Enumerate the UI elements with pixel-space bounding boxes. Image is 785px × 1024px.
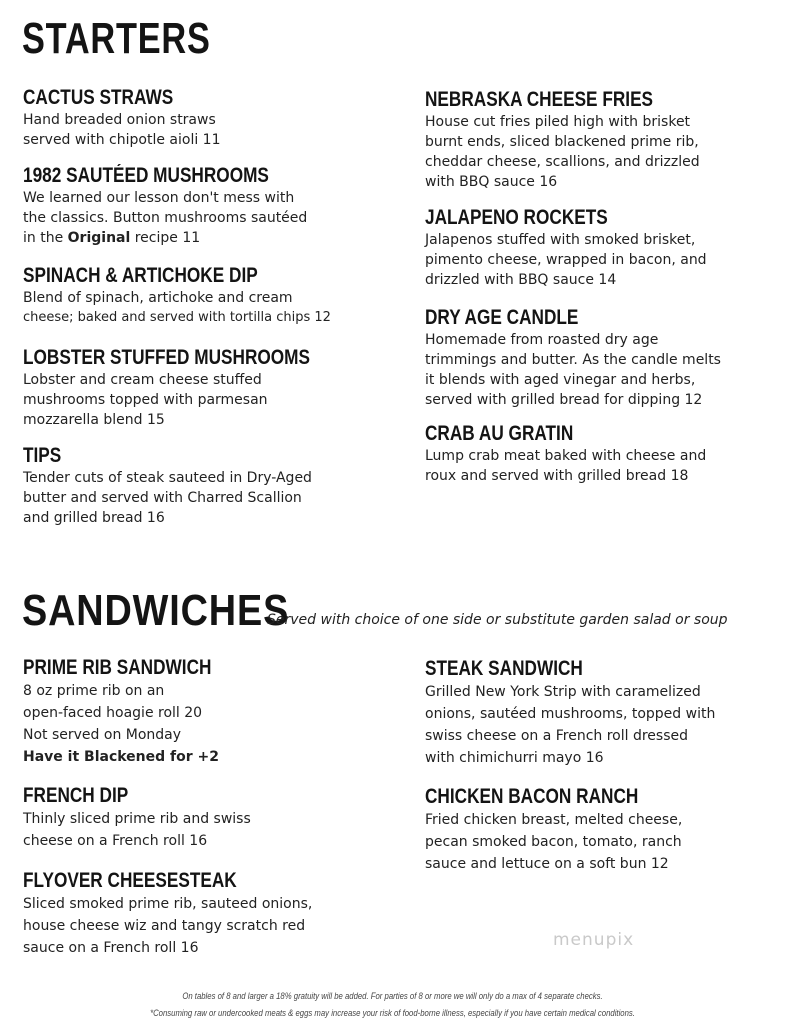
item-description-line: Not served on Monday — [23, 727, 182, 743]
item-description-line: Grilled New York Strip with caramelized — [425, 684, 701, 700]
item-name: LOBSTER STUFFED MUSHROOMS — [23, 346, 310, 369]
menu-item-flyover-cheesesteak — [23, 869, 312, 959]
item-description-line: Lump crab meat baked with cheese and — [425, 448, 707, 464]
text-segment: recipe 11 — [130, 230, 201, 246]
item-name: 1982 SAUTÉED MUSHROOMS — [23, 164, 269, 187]
item-description-line: Hand breaded onion straws — [23, 112, 216, 128]
item-description-line: pecan smoked bacon, tomato, ranch — [425, 834, 682, 850]
item-description-line: 8 oz prime rib on an — [23, 683, 165, 699]
item-description-line: served with grilled bread for dipping 12 — [425, 392, 703, 408]
menu-item-lobster-stuffed-mushrooms — [23, 346, 373, 430]
item-description-line: Sliced smoked prime rib, sauteed onions, — [23, 896, 313, 912]
item-name: SPINACH & ARTICHOKE DIP — [23, 264, 258, 287]
item-description-line: butter and served with Charred Scallion — [23, 490, 302, 506]
menu-item-cactus-straws — [23, 86, 220, 150]
item-description-line: sauce and lettuce on a soft bun 12 — [425, 856, 669, 872]
item-name: JALAPENO ROCKETS — [425, 206, 608, 229]
item-description-line: pimento cheese, wrapped in bacon, and — [425, 252, 707, 268]
item-description-line: house cheese wiz and tangy scratch red — [23, 918, 306, 934]
menupix-watermark: menupix — [553, 930, 635, 950]
menu-item-nebraska-cheese-fries — [425, 88, 703, 192]
menu-item-steak-sandwich — [425, 657, 715, 769]
item-name: FLYOVER CHEESESTEAK — [23, 869, 237, 892]
starters-heading: STARTERS — [22, 14, 211, 63]
item-description-line: open-faced hoagie roll 20 — [23, 705, 203, 721]
item-description-line: mozzarella blend 15 — [23, 412, 165, 428]
item-description-line: House cut fries piled high with brisket — [425, 114, 691, 130]
menu-item-spinach-artichoke-dip — [23, 264, 331, 328]
item-description-line: served with chipotle aioli 11 — [23, 132, 221, 148]
item-description-line: Jalapenos stuffed with smoked brisket, — [425, 232, 696, 248]
item-description-line: with BBQ sauce 16 — [425, 174, 558, 190]
item-name: CRAB AU GRATIN — [425, 422, 574, 445]
item-description-line: sauce on a French roll 16 — [23, 940, 199, 956]
item-description-line: the classics. Button mushrooms sautéed — [23, 210, 308, 226]
item-description-line: cheddar cheese, scallions, and drizzled — [425, 154, 700, 170]
item-description-line: Thinly sliced prime rib and swiss — [23, 811, 251, 827]
item-description-line: it blends with aged vinegar and herbs, — [425, 372, 696, 388]
item-description-line: Tender cuts of steak sauteed in Dry-Aged — [23, 470, 312, 486]
item-name: FRENCH DIP — [23, 784, 129, 807]
menu-item-tips — [23, 444, 312, 528]
original-recipe-emphasis: Original — [67, 230, 131, 246]
item-description-line: and grilled bread 16 — [23, 510, 165, 526]
item-description-line: roux and served with grilled bread 18 — [425, 468, 689, 484]
food-safety-notice: *Consuming raw or undercooked meats & eggs may increase your risk of food-borne illness, especially if you have certain medical conditions. — [150, 1008, 635, 1018]
menu-item-dry-age-candle — [425, 306, 721, 410]
item-description-line: Blend of spinach, artichoke and cream — [23, 290, 293, 306]
item-description-line: onions, sautéed mushrooms, topped with — [425, 706, 716, 722]
item-description-line: Fried chicken breast, melted cheese, — [425, 812, 683, 828]
item-name: PRIME RIB SANDWICH — [23, 656, 212, 679]
text-segment: in the — [23, 230, 68, 246]
menu-item-chicken-bacon-ranch — [425, 785, 685, 875]
item-description-line: cheese on a French roll 16 — [23, 833, 208, 849]
menu-item-french-dip — [23, 784, 251, 852]
item-description-line: drizzled with BBQ sauce 14 — [425, 272, 617, 288]
item-name: CHICKEN BACON RANCH — [425, 785, 639, 808]
item-description-line: mushrooms topped with parmesan — [23, 392, 268, 408]
item-description-line: with chimichurri mayo 16 — [425, 750, 604, 766]
menu-item-prime-rib-sandwich — [23, 656, 253, 768]
menu-item-sauteed-mushrooms — [23, 164, 323, 248]
item-name: STEAK SANDWICH — [425, 657, 583, 680]
sandwiches-subtitle: Served with choice of one side or substitute garden salad or soup — [267, 612, 728, 628]
item-description-line: Lobster and cream cheese stuffed — [23, 372, 262, 388]
item-description-line: trimmings and butter. As the candle melts — [425, 352, 721, 368]
item-name: DRY AGE CANDLE — [425, 306, 579, 329]
gratuity-notice: On tables of 8 and larger a 18% gratuity will be added. For parties of 8 or more we will only do a max of 4 separate checks. — [182, 991, 603, 1001]
item-description-line: swiss cheese on a French roll dressed — [425, 728, 689, 744]
item-description-line: cheese; baked and served with tortilla chips 12 — [23, 310, 331, 325]
item-description-line — [23, 228, 323, 248]
item-upgrade-line: Have it Blackened for +2 — [23, 749, 219, 765]
menu-item-jalapeno-rockets — [425, 206, 707, 290]
item-description-line: We learned our lesson don't mess with — [23, 190, 295, 206]
sandwiches-heading: SANDWICHES — [22, 586, 290, 635]
item-name: TIPS — [23, 444, 62, 467]
item-description-line: Homemade from roasted dry age — [425, 332, 659, 348]
item-description-line: burnt ends, sliced blackened prime rib, — [425, 134, 699, 150]
item-name: CACTUS STRAWS — [23, 86, 174, 109]
item-name: NEBRASKA CHEESE FRIES — [425, 88, 654, 111]
menu-item-crab-au-gratin — [425, 422, 706, 486]
